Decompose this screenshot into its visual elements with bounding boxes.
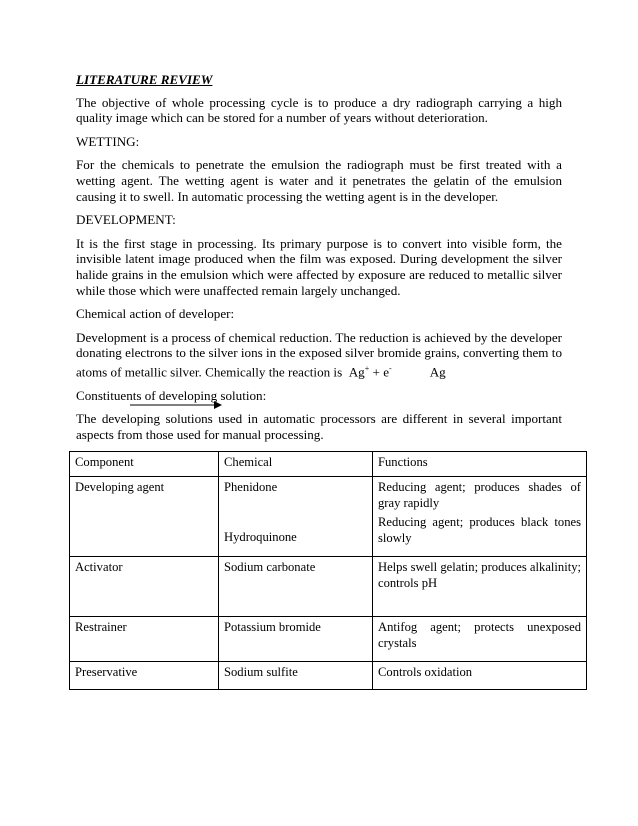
section-heading: LITERATURE REVIEW [76, 72, 213, 87]
header-functions: Functions [373, 452, 587, 477]
development-title: DEVELOPMENT: [76, 212, 176, 228]
cell-component: Preservative [70, 662, 219, 690]
reaction-arrow-icon [130, 400, 222, 410]
constituents-title-wrap [76, 388, 562, 404]
development-paragraph: It is the first stage in processing. Its primary purpose is to convert into visible form, the invisible latent image produced when the film was exposed. During development the silver halide grains in the emulsion which were affected by exposure are reduced to metallic silver while those which were unaffected remain largely unchanged. [76, 235, 562, 298]
cell-chemical: Sodium carbonate [219, 557, 373, 617]
chem-action-text: Development is a process of chemical reduction. The reduction is achieved by the developer donating electrons to the silver ions in the exposed silver bromide grains, converting them to atoms of metallic silver. Chemically the reaction is [76, 329, 562, 380]
cell-functions: Controls oxidation [373, 662, 587, 690]
chemical-phenidone: Phenidone [224, 480, 278, 494]
header-chemical: Chemical [219, 452, 373, 477]
chem-action-title: Chemical action of developer: [76, 306, 235, 322]
reaction-charge-minus: - [389, 363, 392, 373]
reaction-reactant: Ag [348, 364, 365, 380]
reaction-charge-plus: + [364, 363, 370, 373]
header-component: Component [70, 452, 219, 477]
reaction-product: Ag [429, 364, 446, 380]
cell-chemical [219, 477, 373, 557]
table-row [70, 617, 587, 662]
solutions-paragraph: The developing solutions used in automatic processors are different in several important aspects from those used for manual processing. [76, 411, 562, 443]
cell-component: Activator [70, 557, 219, 617]
cell-chemical: Sodium sulfite [219, 662, 373, 690]
cell-functions: Helps swell gelatin; produces alkalinity; controls pH [373, 557, 587, 617]
intro-paragraph: The objective of whole processing cycle is to produce a dry radiograph carrying a high quality image which can be stored for a number of years without deterioration. [76, 94, 562, 126]
document-page [76, 72, 562, 443]
chem-action-paragraph [76, 330, 562, 380]
function-phenidone: Reducing agent; produces shades of gray rapidly [378, 480, 581, 510]
table-row [70, 477, 587, 557]
constituents-title: Constituents of developing solution: [76, 387, 267, 403]
cell-functions [373, 477, 587, 557]
wetting-paragraph: For the chemicals to penetrate the emulsion the radiograph must be first treated with a wetting agent. The wetting agent is water and it penetrates the gelatin of the emulsion causing it to swell. In automatic processing the wetting agent is in the developer. [76, 157, 562, 204]
cell-chemical: Potassium bromide [219, 617, 373, 662]
reaction-electron: + e [372, 364, 390, 380]
table-row [70, 662, 587, 690]
cell-component: Restrainer [70, 617, 219, 662]
table-row [70, 557, 587, 617]
wetting-title: WETTING: [76, 133, 140, 149]
cell-component: Developing agent [70, 477, 219, 557]
developer-constituents-table [69, 451, 587, 690]
cell-functions: Antifog agent; protects unexposed crystals [373, 617, 587, 662]
table-header-row [70, 452, 587, 477]
function-hydroquinone: Reducing agent; produces black tones slowly [378, 515, 581, 545]
chemical-hydroquinone: Hydroquinone [224, 529, 297, 544]
